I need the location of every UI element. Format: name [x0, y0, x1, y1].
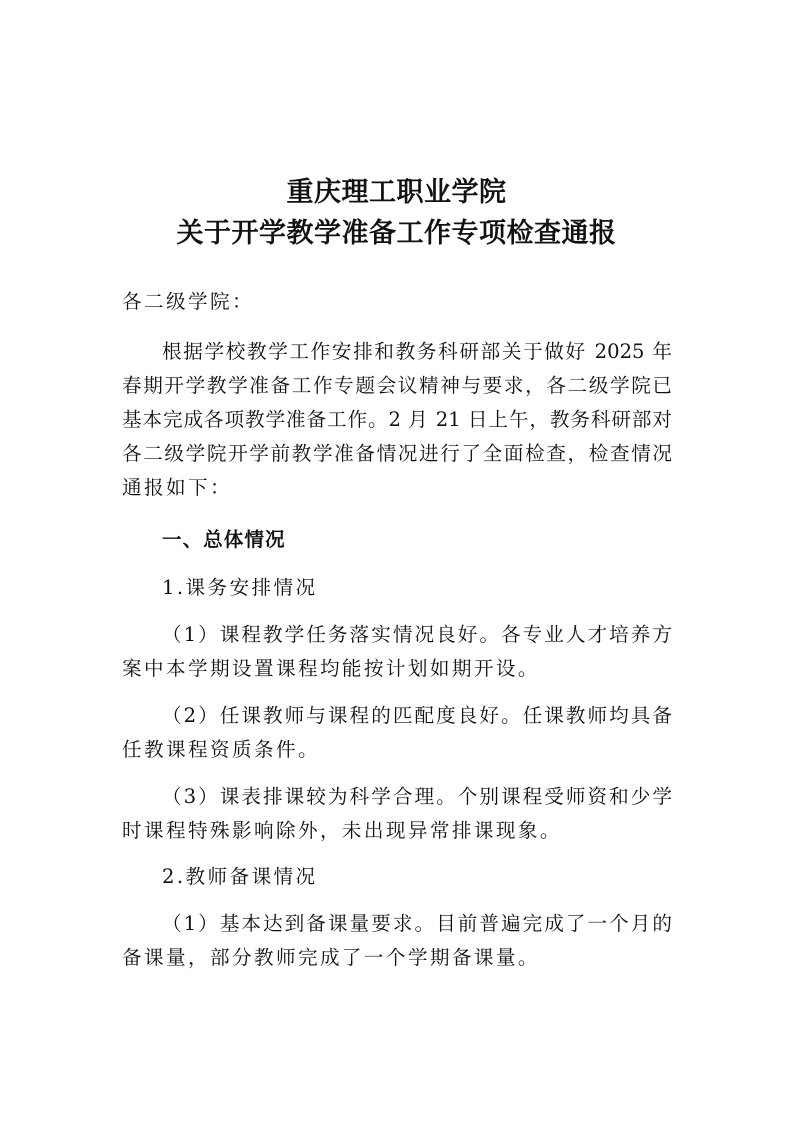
paragraph-1-line-5: 通报如下：: [122, 476, 232, 499]
item-4-line-2: 备课量，部分教师完成了一个学期备课量。: [122, 946, 540, 969]
item-2-line-1: （2）任课教师与课程的匹配度良好。任课教师均具备: [162, 704, 672, 727]
item-1-line-2: 案中本学期设置课程均能按计划如期开设。: [122, 657, 540, 680]
paragraph-1-line-3: 基本完成各项教学准备工作。2 月 21 日上午，教务科研部对: [122, 408, 672, 431]
section-1-heading: 一、总体情况: [162, 528, 286, 551]
item-2-line-2: 任教课程资质条件。: [122, 738, 320, 761]
paragraph-1-line-2: 春期开学教学准备工作专题会议精神与要求，各二级学院已: [122, 374, 672, 397]
item-4-line-1: （1）基本达到备课量要求。目前普遍完成了一个月的: [162, 912, 672, 935]
document-title-line-2: 关于开学教学准备工作专项检查通报: [176, 218, 617, 249]
paragraph-1-line-4: 各二级学院开学前教学准备情况进行了全面检查，检查情况: [122, 442, 672, 465]
subsection-1-heading: 1.课务安排情况: [162, 576, 318, 599]
item-3-line-2: 时课程特殊影响除外，未出现异常排课现象。: [122, 819, 562, 842]
item-1-line-1: （1）课程教学任务落实情况良好。各专业人才培养方: [162, 623, 672, 646]
subsection-2-heading: 2.教师备课情况: [162, 865, 318, 888]
document-title-line-1: 重庆理工职业学院: [286, 177, 507, 208]
salutation: 各二级学院：: [122, 290, 254, 313]
paragraph-1-line-1: 根据学校教学工作安排和教务科研部关于做好 2025 年: [162, 340, 672, 363]
item-3-line-1: （3）课表排课较为科学合理。个别课程受师资和少学: [162, 785, 672, 808]
